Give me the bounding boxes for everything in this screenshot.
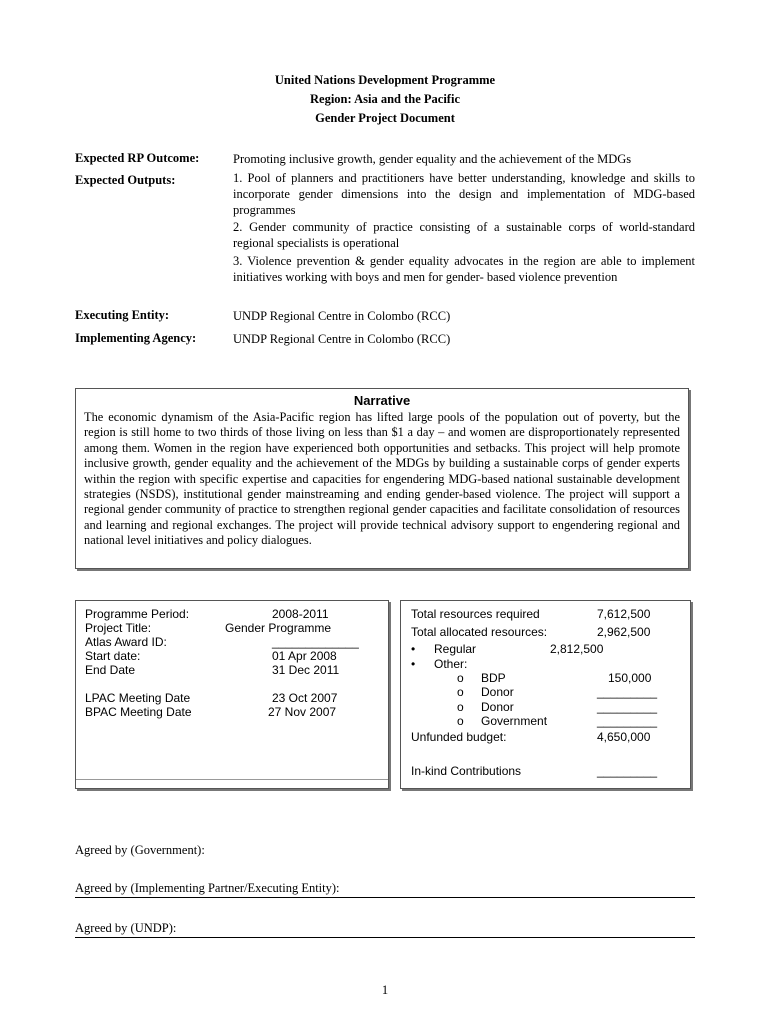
agreed-partner: Agreed by (Implementing Partner/Executing Entity):: [75, 881, 340, 895]
output-3: 3. Violence prevention & gender equality advocates in the region are able to implement initiatives working with boys and men for gender- based violence prevention: [233, 254, 695, 284]
government-bullet: o: [457, 714, 464, 728]
expected-outcome-label: Expected RP Outcome:: [75, 151, 200, 165]
bdp-value: 150,000: [608, 671, 652, 685]
government-value: _________: [597, 714, 658, 728]
agreed-government: Agreed by (Government):: [75, 843, 205, 857]
start-date-value: 01 Apr 2008: [272, 649, 337, 663]
header-doc-title: Gender Project Document: [315, 111, 455, 125]
programme-period-value: 2008-2011: [272, 607, 329, 621]
expected-outputs-label: Expected Outputs:: [75, 173, 176, 187]
document-header: [0, 71, 770, 128]
donor1-bullet: o: [457, 685, 464, 699]
executing-entity-value: UNDP Regional Centre in Colombo (RCC): [233, 309, 451, 323]
start-date-label: Start date:: [85, 649, 141, 663]
bdp-bullet: o: [457, 671, 464, 685]
regular-label: Regular: [434, 642, 477, 656]
atlas-award-value: _____________: [272, 635, 359, 649]
header-org: United Nations Development Programme: [274, 73, 496, 87]
resources-box: [400, 600, 691, 789]
implementing-agency-value: UNDP Regional Centre in Colombo (RCC): [233, 332, 451, 346]
unfunded-label: Unfunded budget:: [411, 730, 507, 744]
total-required-value: 7,612,500: [597, 607, 651, 621]
total-allocated-label: Total allocated resources:: [411, 625, 548, 639]
other-label: Other:: [434, 657, 468, 671]
output-2: 2. Gender community of practice consisting of a sustainable corps of world-standard regional specialists is operational: [233, 220, 695, 250]
donor2-bullet: o: [457, 700, 464, 714]
agreed-undp: Agreed by (UNDP):: [75, 921, 177, 935]
bdp-label: BDP: [481, 671, 506, 685]
unfunded-value: 4,650,000: [597, 730, 651, 744]
narrative-text: The economic dynamism of the Asia-Pacific region has lifted large pools of the population out of poverty, but the region is still home to two thirds of those living on less than $1 a day – and women are disproportionately represented among them. Women in the region have experienced both opportunities and setbacks. This project will help promote inclusive growth, gender equality and the achievement of the MDGs by building a sustainable corps of gender experts within the region with specific expertise and capacities for engendering MDG-based national sustainable development strategies (NSDS), institutional gender mainstreaming and ending gender-based violence. The project will support a regional gender community of practice to strengthen regional gender capacities and facilitate consolidation of resources and learning and regional exchanges. The project will provide technical advisory support to engendering regional and national level initiatives and policy dialogues.: [84, 410, 680, 548]
narrative-box: [75, 388, 689, 569]
executing-entity-label: Executing Entity:: [75, 308, 170, 322]
programme-box-divider: [76, 779, 388, 780]
donor1-value: _________: [597, 685, 658, 699]
page-number: 1: [381, 983, 389, 997]
project-title-label: Project Title:: [85, 621, 152, 635]
donor1-label: Donor: [481, 685, 514, 699]
inkind-value: _________: [597, 764, 658, 778]
undp-signature-line: [75, 937, 695, 938]
end-date-value: 31 Dec 2011: [272, 663, 340, 677]
regular-value: 2,812,500: [550, 642, 604, 656]
lpac-date-label: LPAC Meeting Date: [85, 691, 191, 705]
implementing-agency-label: Implementing Agency:: [75, 331, 197, 345]
project-title-value: Gender Programme: [225, 621, 332, 635]
donor2-value: _________: [597, 700, 658, 714]
header-region: Region: Asia and the Pacific: [310, 92, 460, 106]
end-date-label: End Date: [85, 663, 136, 677]
inkind-label: In-kind Contributions: [411, 764, 522, 778]
total-required-label: Total resources required: [411, 607, 540, 621]
atlas-award-label: Atlas Award ID:: [85, 635, 167, 649]
programme-period-label: Programme Period:: [85, 607, 190, 621]
expected-outcome-value: Promoting inclusive growth, gender equality and the achievement of the MDGs: [233, 152, 632, 166]
partner-signature-line: [75, 897, 695, 898]
other-bullet: •: [411, 657, 416, 671]
regular-bullet: •: [411, 642, 416, 656]
output-1: 1. Pool of planners and practitioners have better understanding, knowledge and skills to incorporate gender dimensions into the design and implementation of MDG-based programmes: [233, 171, 695, 217]
donor2-label: Donor: [481, 700, 514, 714]
government-label: Government: [481, 714, 548, 728]
bpac-date-label: BPAC Meeting Date: [85, 705, 192, 719]
lpac-date-value: 23 Oct 2007: [272, 691, 338, 705]
total-allocated-value: 2,962,500: [597, 625, 651, 639]
bpac-date-value: 27 Nov 2007: [268, 705, 337, 719]
narrative-title: Narrative: [353, 393, 411, 408]
programme-info-box: [75, 600, 389, 789]
